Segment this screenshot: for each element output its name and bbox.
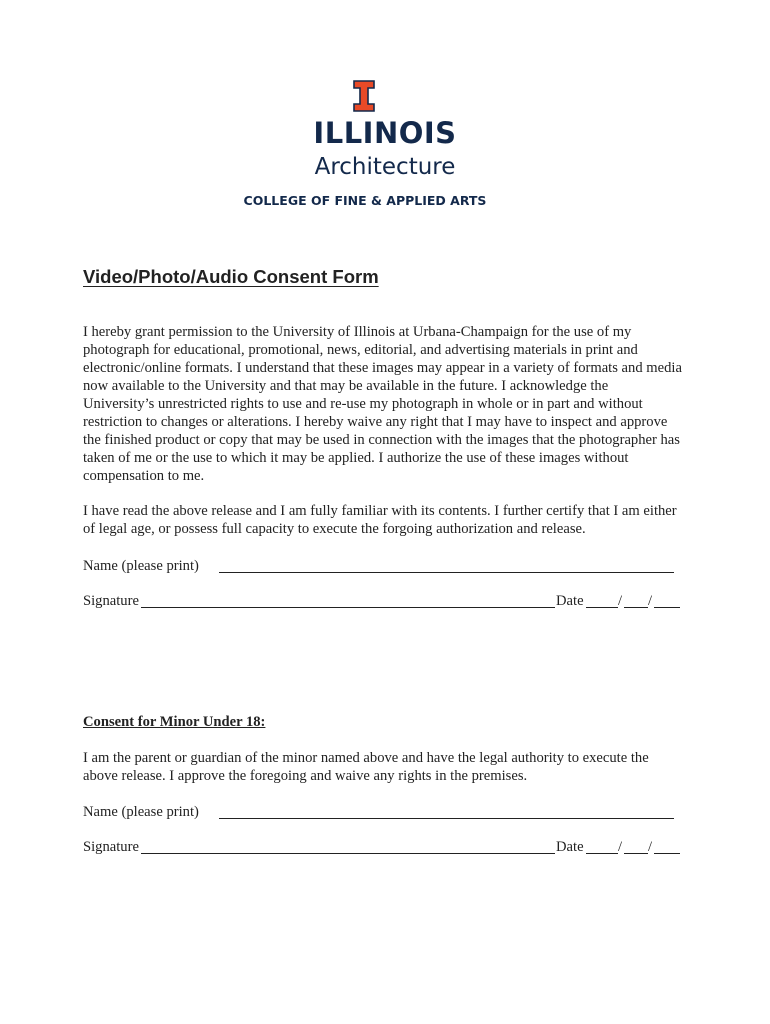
minor-consent-paragraph: I am the parent or guardian of the minor named above and have the legal authority to execute the above release. I approve the foregoing and waive any rights in the premises. xyxy=(83,750,649,784)
date-separator: / xyxy=(618,593,623,609)
guardian-signature-field[interactable] xyxy=(141,853,555,854)
date-separator: / xyxy=(618,839,623,855)
date-label: Date xyxy=(556,839,584,855)
adult-date-year-field[interactable] xyxy=(654,607,680,608)
guardian-date-year-field[interactable] xyxy=(654,853,680,854)
adult-name-row xyxy=(83,557,683,577)
document-title: Video/Photo/Audio Consent Form xyxy=(83,266,379,287)
minor-section-heading: Consent for Minor Under 18: xyxy=(83,714,266,730)
consent-paragraph: I hereby grant permission to the University of Illinois at Urbana-Champaign for the use of my photograph for educational, promotional, news, editorial, and advertising materials in print and electronic/online formats. I understand that these images may appear in a variety of formats and media now available to the University and that may be available in the future. I acknowledge the University’s unrestricted rights to use and re-use my photograph in whole or in part and without restriction to changes or alterations. I hereby waive any right that I may have to inspect and approve the finished product or copy that may be used in connection with the images that the photographer has taken of me or the use to which it may be applied. I authorize the use of these images without compensation to me. xyxy=(83,324,682,484)
guardian-name-row xyxy=(83,803,683,823)
signature-label: Signature xyxy=(83,839,139,855)
signature-label: Signature xyxy=(83,593,139,609)
date-label: Date xyxy=(556,593,584,609)
block-i-icon xyxy=(353,80,375,112)
adult-signature-row xyxy=(83,592,683,612)
adult-date-day-field[interactable] xyxy=(624,607,648,608)
guardian-date-day-field[interactable] xyxy=(624,853,648,854)
logo-college: COLLEGE OF FINE & APPLIED ARTS xyxy=(243,193,487,208)
name-label: Name (please print) xyxy=(83,804,199,820)
logo-wordmark: ILLINOIS xyxy=(313,116,457,150)
adult-name-field[interactable] xyxy=(219,572,674,573)
guardian-date-month-field[interactable] xyxy=(586,853,618,854)
guardian-signature-row xyxy=(83,838,683,858)
adult-signature-field[interactable] xyxy=(141,607,555,608)
name-label: Name (please print) xyxy=(83,558,199,574)
guardian-name-field[interactable] xyxy=(219,818,674,819)
certification-paragraph: I have read the above release and I am fully familiar with its contents. I further certify that I am either of legal age, or possess full capacity to execute the forgoing authorization and release. xyxy=(83,503,677,537)
date-separator: / xyxy=(648,593,653,609)
date-separator: / xyxy=(648,839,653,855)
logo-department: Architecture xyxy=(314,154,456,180)
adult-date-month-field[interactable] xyxy=(586,607,618,608)
